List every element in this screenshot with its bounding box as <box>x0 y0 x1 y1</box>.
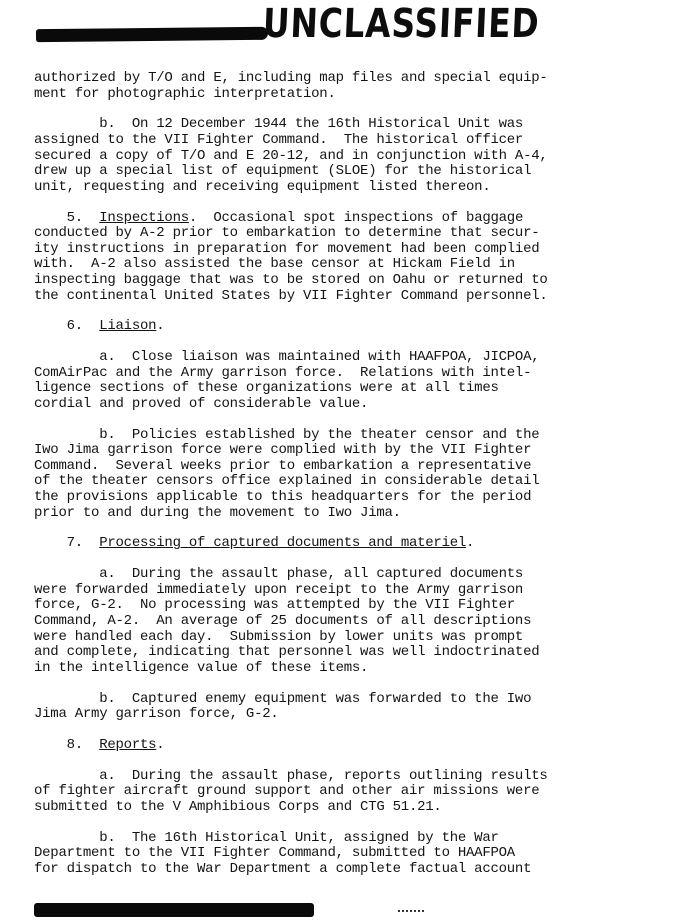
paragraph-p-7a <box>34 567 634 676</box>
text-line: ity instructions in preparation for movement had been complied <box>34 240 540 257</box>
text-line: drew up a special list of equipment (SLOE) for the historical <box>34 163 532 180</box>
text-line: Department to the VII Fighter Command, submitted to HAAFPOA <box>34 845 515 862</box>
text-line: a. During the assault phase, all captured documents <box>34 566 524 583</box>
paragraph-p-8b <box>34 831 634 878</box>
paragraph-p-8 <box>34 738 634 754</box>
paragraph-gap <box>34 335 634 350</box>
section-heading-suffix: . <box>156 318 165 335</box>
section-heading: Processing of captured documents and materiel <box>99 535 467 552</box>
text-line: assigned to the VII Fighter Command. The historical officer <box>34 131 524 148</box>
paragraph-gap <box>34 521 634 536</box>
paragraph-p-8a <box>34 769 634 816</box>
redaction-bar-bottom <box>34 903 314 917</box>
text-line: force, G-2. No processing was attempted by the VII Fighter <box>34 597 515 614</box>
section-heading-line <box>34 738 634 754</box>
text-line: Command. Several weeks prior to embarkation a representative <box>34 457 532 474</box>
text-line: in the intelligence value of these items. <box>34 659 369 676</box>
text-line: b. On 12 December 1944 the 16th Historical Unit was <box>34 116 524 133</box>
text-line: of fighter aircraft ground support and other air missions were <box>34 783 540 800</box>
text-line: the continental United States by VII Fighter Command personnel. <box>34 287 548 304</box>
text-line: the provisions applicable to this headquarters for the period <box>34 489 532 505</box>
paragraph-p-5 <box>34 211 634 305</box>
paragraph-gap <box>34 102 634 117</box>
paragraph-p-4b <box>34 117 634 195</box>
text-line: b. Policies established by the theater censor and the <box>34 426 540 443</box>
paragraph-p-6a <box>34 350 634 412</box>
section-heading-suffix: . Occasional spot inspections of baggage <box>188 209 524 226</box>
paragraph-p-6 <box>34 319 634 335</box>
text-line: ComAirPac and the Army garrison force. Relations with intel- <box>34 364 532 381</box>
text-line: for dispatch to the War Department a complete factual account <box>34 860 532 877</box>
page-smudge <box>398 910 424 918</box>
section-heading-line <box>34 536 634 552</box>
paragraph-p-6b <box>34 428 634 522</box>
text-line: inspecting baggage that was to be stored on Oahu or returned to <box>34 271 548 288</box>
paragraph-gap <box>34 753 634 768</box>
section-number: 8. <box>34 736 100 753</box>
document-body <box>34 71 634 877</box>
text-line: Command, A-2. An average of 25 documents of all descriptions <box>34 612 532 629</box>
text-line: were forwarded immediately upon receipt to the Army garrison <box>34 581 524 598</box>
section-heading: Reports <box>99 736 157 753</box>
paragraph-p-7b <box>34 692 634 723</box>
redaction-bar-top <box>36 27 268 42</box>
section-heading: Inspections <box>99 209 189 226</box>
section-number: 6. <box>34 318 100 335</box>
text-line: ligence sections of these organizations were at all times <box>34 380 499 397</box>
text-line: a. Close liaison was maintained with HAAFPOA, JICPOA, <box>34 349 540 366</box>
paragraph-gap <box>34 304 634 319</box>
section-heading-suffix: . <box>466 535 475 552</box>
paragraph-p-7 <box>34 536 634 552</box>
text-line: Iwo Jima garrison force were complied with by the VII Fighter <box>34 442 532 459</box>
text-line: unit, requesting and receiving equipment listed thereon. <box>34 178 491 195</box>
text-line: prior to and during the movement to Iwo Jima. <box>34 504 401 521</box>
section-heading-line <box>34 319 634 335</box>
classification-stamp-text: UNCLASSIFIED <box>261 1 541 47</box>
text-line: of the theater censors office explained in considerable detail <box>34 473 540 490</box>
section-number: 7. <box>34 535 100 552</box>
paragraph-gap <box>34 815 634 830</box>
text-line: cordial and proved of considerable value. <box>34 395 369 412</box>
text-line: were handled each day. Submission by lower units was prompt <box>34 628 524 645</box>
text-line: authorized by T/O and E, including map files and special equip- <box>34 70 548 86</box>
text-line: and complete, indicating that personnel was well indoctrinated <box>34 644 540 661</box>
text-line: ment for photographic interpretation. <box>34 85 336 102</box>
classification-stamp <box>261 0 541 48</box>
paragraph-p-cont <box>34 71 634 102</box>
section-heading: Liaison <box>99 318 157 335</box>
text-line: secured a copy of T/O and E 20-12, and in conjunction with A-4, <box>34 147 548 164</box>
text-line: conducted by A-2 prior to embarkation to determine that secur- <box>34 225 540 242</box>
text-line: with. A-2 also assisted the base censor at Hickam Field in <box>34 256 515 273</box>
text-line: submitted to the V Amphibious Corps and CTG 51.21. <box>34 798 442 815</box>
text-line: b. Captured enemy equipment was forwarded to the Iwo <box>34 690 532 707</box>
text-line: Jima Army garrison force, G-2. <box>34 706 279 723</box>
text-line: a. During the assault phase, reports outlining results <box>34 767 548 784</box>
paragraph-gap <box>34 412 634 427</box>
section-number: 5. <box>34 209 100 226</box>
section-heading-line <box>34 211 634 227</box>
text-line: b. The 16th Historical Unit, assigned by the War <box>34 829 499 846</box>
section-heading-suffix: . <box>156 736 165 753</box>
paragraph-gap <box>34 195 634 210</box>
paragraph-gap <box>34 676 634 691</box>
paragraph-gap <box>34 723 634 738</box>
paragraph-gap <box>34 552 634 567</box>
